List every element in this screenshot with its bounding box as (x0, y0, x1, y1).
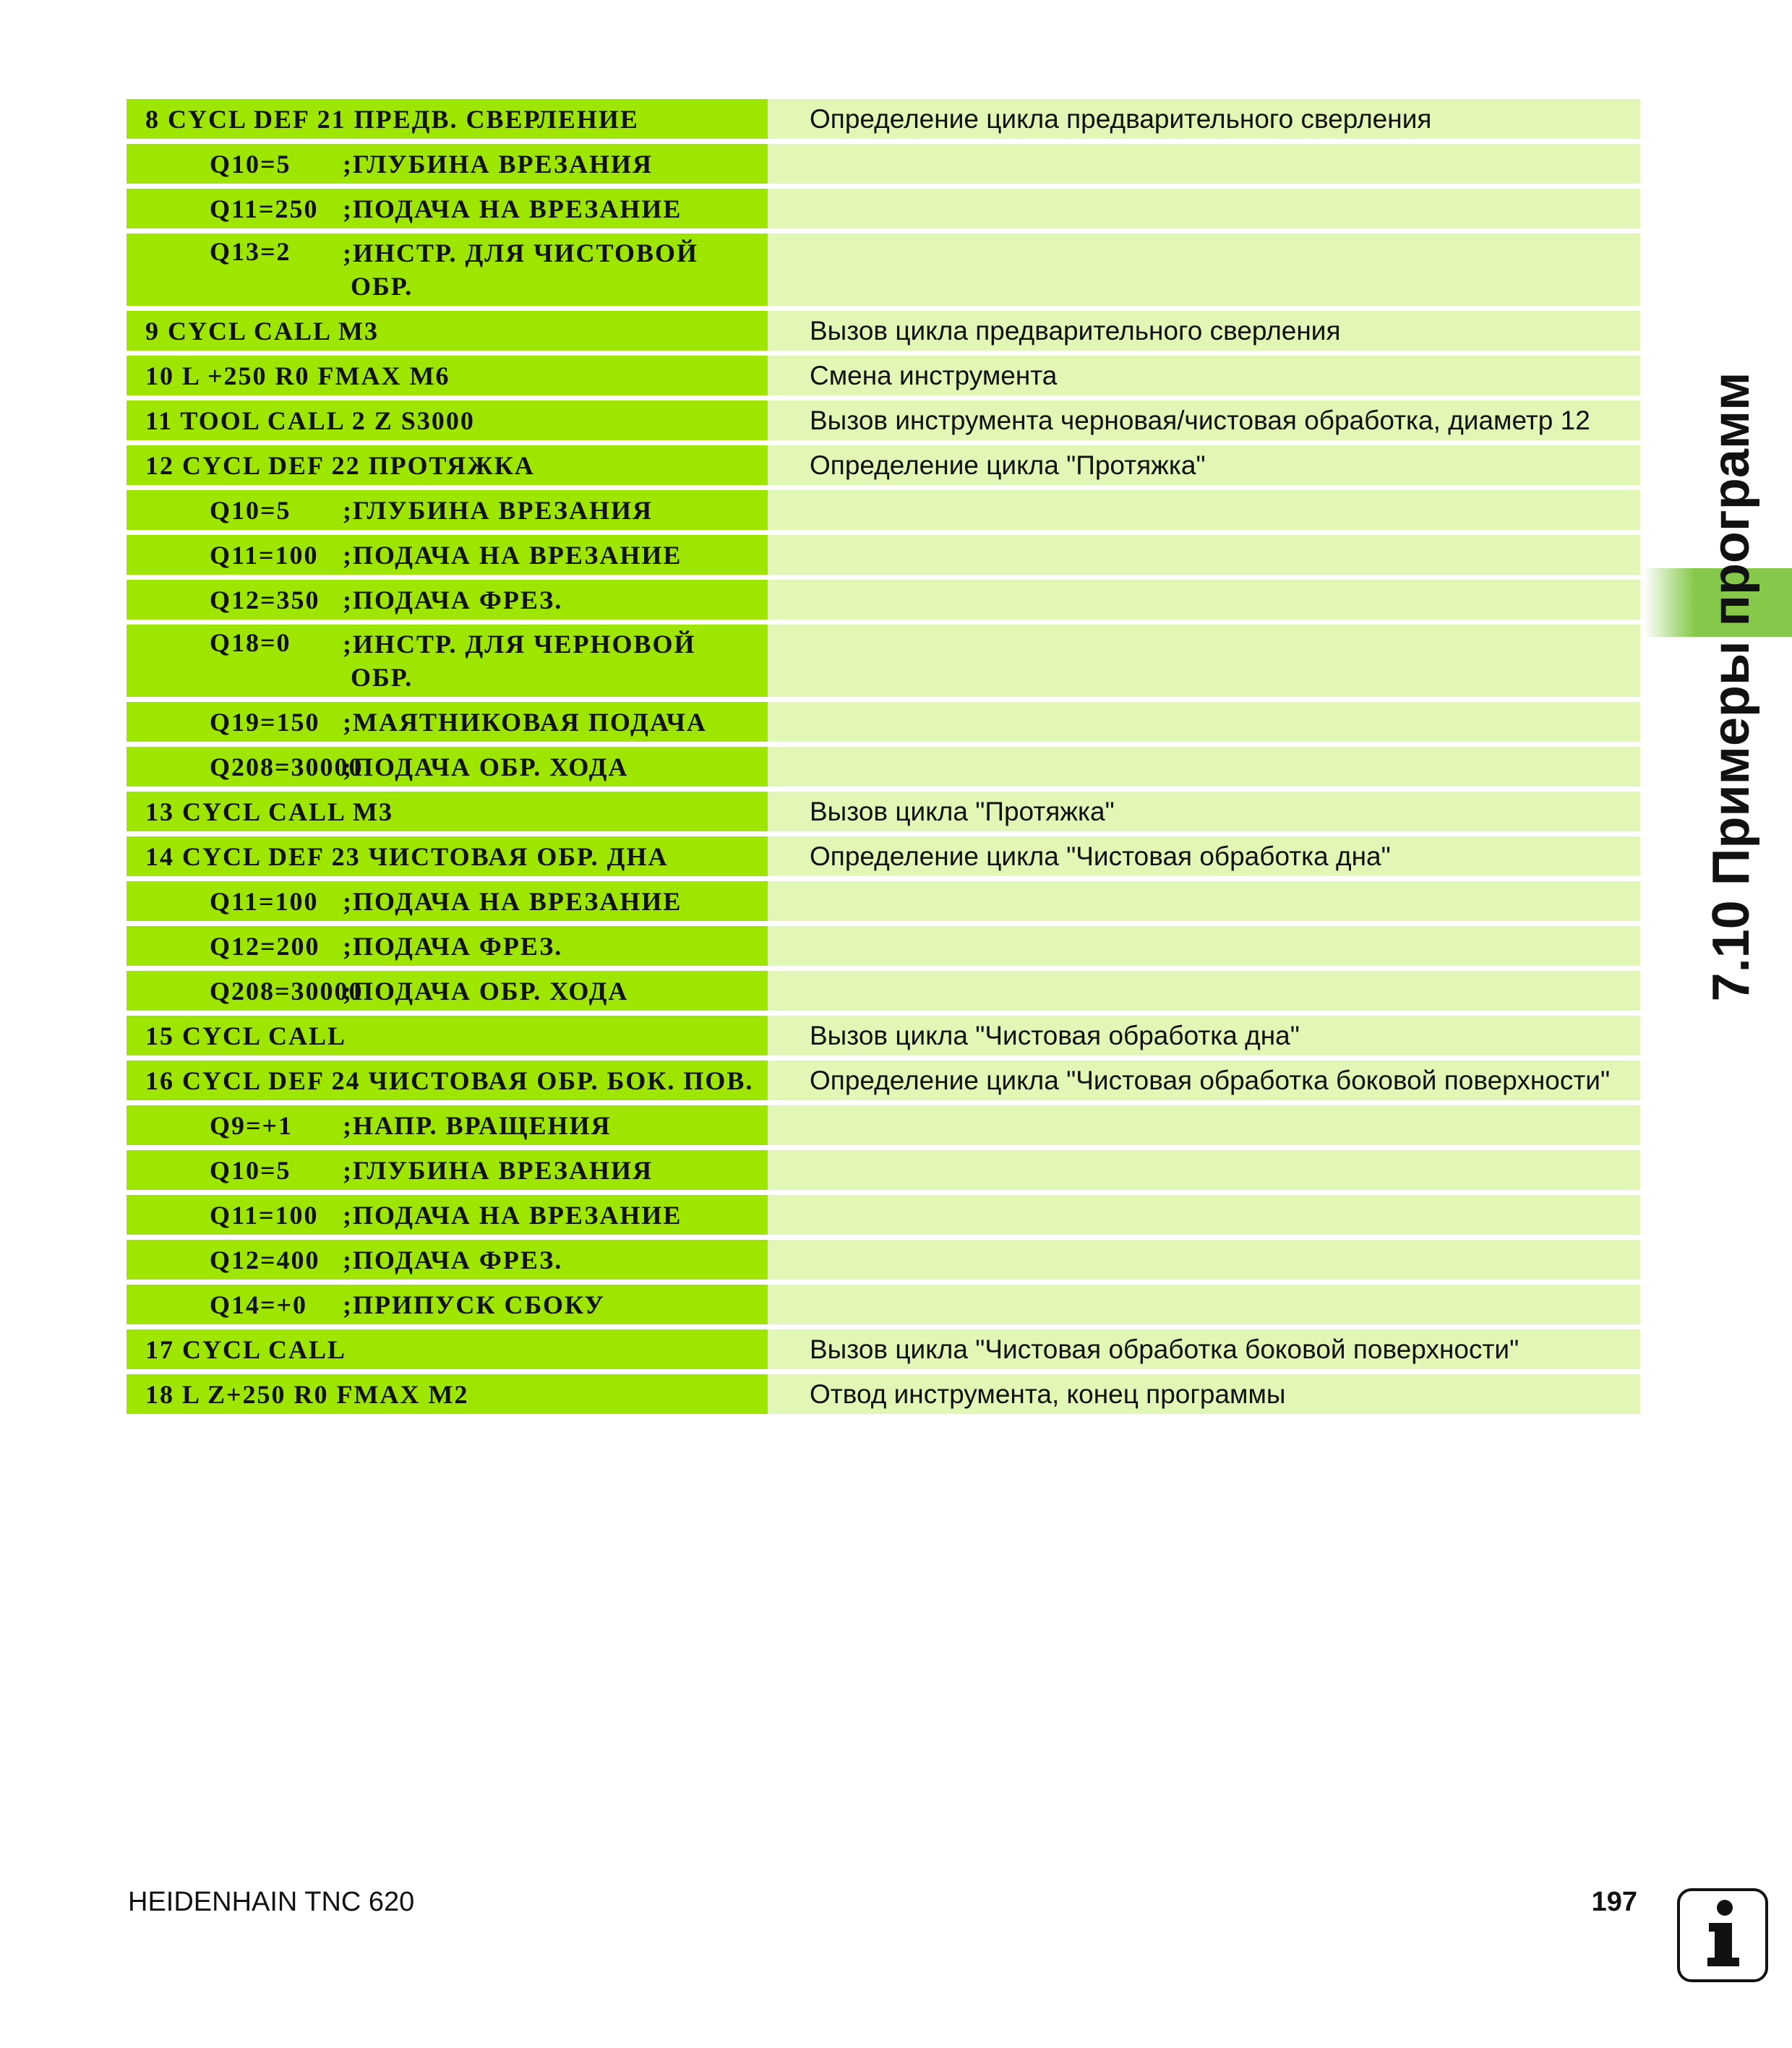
description-cell (768, 881, 1640, 921)
parameter-name: Q12=350 (210, 585, 320, 614)
table-row (127, 702, 1640, 742)
program-parameter-cell (127, 144, 768, 184)
parameter-name: Q10=5 (210, 495, 291, 525)
parameter-comment: ;ПОДАЧА ФРЕЗ. (343, 931, 563, 961)
program-parameter-cell (127, 580, 768, 620)
program-parameter-cell (127, 1150, 768, 1190)
parameter-comment: ;ГЛУБИНА ВРЕЗАНИЯ (343, 149, 653, 179)
table-row (127, 311, 1640, 351)
description-cell (768, 580, 1640, 620)
parameter-comment: ;МАЯТНИКОВАЯ ПОДАЧА (343, 707, 707, 737)
table-row (127, 1061, 1640, 1100)
description-cell: Вызов цикла предварительного сверления (768, 311, 1640, 351)
table-row (127, 189, 1640, 228)
parameter-name: Q11=100 (210, 1200, 319, 1230)
description-cell (768, 535, 1640, 575)
program-block-cell: 11 TOOL CALL 2 Z S3000 (127, 400, 768, 440)
table-row (127, 836, 1640, 876)
description-cell (768, 144, 1640, 184)
parameter-comment: ;ГЛУБИНА ВРЕЗАНИЯ (343, 495, 653, 525)
table-row (127, 99, 1640, 139)
description-cell (768, 233, 1640, 306)
description-cell: Отвод инструмента, конец программы (768, 1374, 1640, 1414)
table-row (127, 144, 1640, 184)
description-cell: Определение цикла "Протяжка" (768, 445, 1640, 485)
description-cell (768, 1285, 1640, 1324)
table-row (127, 625, 1640, 697)
parameter-comment: ;ПОДАЧА НА ВРЕЗАНИЕ (343, 194, 682, 223)
table-row (127, 1285, 1640, 1324)
program-parameter-cell (127, 490, 768, 530)
section-tab-fade (1644, 568, 1694, 637)
parameter-name: Q12=200 (210, 931, 320, 961)
program-parameter-cell (127, 971, 768, 1011)
parameter-comment: ;НАПР. ВРАЩЕНИЯ (343, 1110, 612, 1140)
program-table (127, 99, 1640, 1419)
description-cell (768, 702, 1640, 742)
description-cell: Определение цикла предварительного сверления (768, 99, 1640, 139)
description-cell (768, 747, 1640, 787)
program-block-cell: 14 CYCL DEF 23 ЧИСТОВАЯ ОБР. ДНА (127, 836, 768, 876)
program-parameter-cell (127, 233, 768, 306)
program-parameter-cell (127, 1195, 768, 1235)
program-parameter-cell (127, 1285, 768, 1324)
program-parameter-cell (127, 1240, 768, 1280)
table-row (127, 445, 1640, 485)
table-row (127, 926, 1640, 966)
table-row (127, 1195, 1640, 1235)
table-row (127, 1240, 1640, 1280)
parameter-name: Q208=30000 (210, 976, 364, 1006)
description-cell (768, 1195, 1640, 1235)
table-row (127, 971, 1640, 1011)
parameter-name: Q11=100 (210, 540, 319, 570)
table-row (127, 356, 1640, 395)
description-cell: Определение цикла "Чистовая обработка дна" (768, 836, 1640, 876)
program-block-cell: 9 CYCL CALL M3 (127, 311, 768, 351)
program-parameter-cell (127, 747, 768, 787)
description-cell: Определение цикла "Чистовая обработка боковой поверхности" (768, 1061, 1640, 1100)
program-parameter-cell (127, 535, 768, 575)
parameter-name: Q11=100 (210, 886, 319, 916)
program-parameter-cell (127, 625, 768, 697)
table-row (127, 1329, 1640, 1369)
footer-product: HEIDENHAIN TNC 620 (128, 1887, 415, 1917)
program-block-cell: 15 CYCL CALL (127, 1016, 768, 1055)
parameter-name: Q9=+1 (210, 1110, 293, 1140)
description-cell: Вызов инструмента черновая/чистовая обработка, диаметр 12 (768, 400, 1640, 440)
program-parameter-cell (127, 189, 768, 228)
table-row (127, 1374, 1640, 1414)
program-parameter-cell (127, 1105, 768, 1145)
description-cell (768, 1105, 1640, 1145)
program-block-cell: 8 CYCL DEF 21 ПРЕДВ. СВЕРЛЕНИЕ (127, 99, 768, 139)
parameter-comment: ;ПОДАЧА НА ВРЕЗАНИЕ (343, 886, 682, 916)
description-cell (768, 1240, 1640, 1280)
parameter-comment: ;ПОДАЧА ОБР. ХОДА (343, 752, 629, 781)
program-block-cell: 17 CYCL CALL (127, 1329, 768, 1369)
description-cell: Вызов цикла "Чистовая обработка дна" (768, 1016, 1640, 1055)
program-block-cell: 18 L Z+250 R0 FMAX M2 (127, 1374, 768, 1414)
program-parameter-cell (127, 881, 768, 921)
table-row (127, 792, 1640, 831)
parameter-comment: ;ПРИПУСК СБОКУ (343, 1290, 605, 1319)
parameter-comment: ;ПОДАЧА НА ВРЕЗАНИЕ (343, 540, 682, 570)
table-row (127, 1016, 1640, 1055)
parameter-comment: ;ИНСТР. ДЛЯ ЧЕРНОВОЙ ОБР. (343, 630, 696, 692)
parameter-name: Q208=30000 (210, 752, 364, 781)
description-cell: Смена инструмента (768, 356, 1640, 395)
program-block-cell: 13 CYCL CALL M3 (127, 792, 768, 831)
parameter-comment: ;ГЛУБИНА ВРЕЗАНИЯ (343, 1155, 653, 1185)
table-row (127, 1105, 1640, 1145)
parameter-name: Q13=2 (210, 237, 291, 266)
parameter-name: Q14=+0 (210, 1290, 308, 1319)
section-title: 7.10 Примеры программ (1702, 372, 1760, 1002)
parameter-comment: ;ИНСТР. ДЛЯ ЧИСТОВОЙ ОБР. (343, 239, 699, 301)
table-row (127, 400, 1640, 440)
table-row (127, 535, 1640, 575)
info-icon (1677, 1888, 1768, 1982)
description-cell (768, 926, 1640, 966)
table-row (127, 881, 1640, 921)
table-row (127, 747, 1640, 787)
description-cell: Вызов цикла "Чистовая обработка боковой поверхности" (768, 1329, 1640, 1369)
program-block-cell: 16 CYCL DEF 24 ЧИСТОВАЯ ОБР. БОК. ПОВ. (127, 1061, 768, 1100)
program-block-cell: 12 CYCL DEF 22 ПРОТЯЖКА (127, 445, 768, 485)
parameter-name: Q19=150 (210, 707, 320, 737)
description-cell (768, 971, 1640, 1011)
parameter-name: Q12=400 (210, 1245, 320, 1274)
parameter-comment: ;ПОДАЧА ФРЕЗ. (343, 1245, 563, 1274)
table-row (127, 1150, 1640, 1190)
parameter-comment: ;ПОДАЧА НА ВРЕЗАНИЕ (343, 1200, 682, 1230)
page-number: 197 (1591, 1887, 1637, 1917)
parameter-comment: ;ПОДАЧА ОБР. ХОДА (343, 976, 629, 1006)
parameter-comment: ;ПОДАЧА ФРЕЗ. (343, 585, 563, 614)
table-row (127, 580, 1640, 620)
program-parameter-cell (127, 702, 768, 742)
description-cell (768, 490, 1640, 530)
parameter-name: Q10=5 (210, 1155, 291, 1185)
table-row (127, 233, 1640, 306)
parameter-name: Q18=0 (210, 628, 291, 657)
description-cell (768, 189, 1640, 228)
table-row (127, 490, 1640, 530)
parameter-name: Q11=250 (210, 194, 319, 223)
program-parameter-cell (127, 926, 768, 966)
description-cell: Вызов цикла "Протяжка" (768, 792, 1640, 831)
description-cell (768, 625, 1640, 697)
program-block-cell: 10 L +250 R0 FMAX M6 (127, 356, 768, 395)
parameter-name: Q10=5 (210, 149, 291, 179)
description-cell (768, 1150, 1640, 1190)
